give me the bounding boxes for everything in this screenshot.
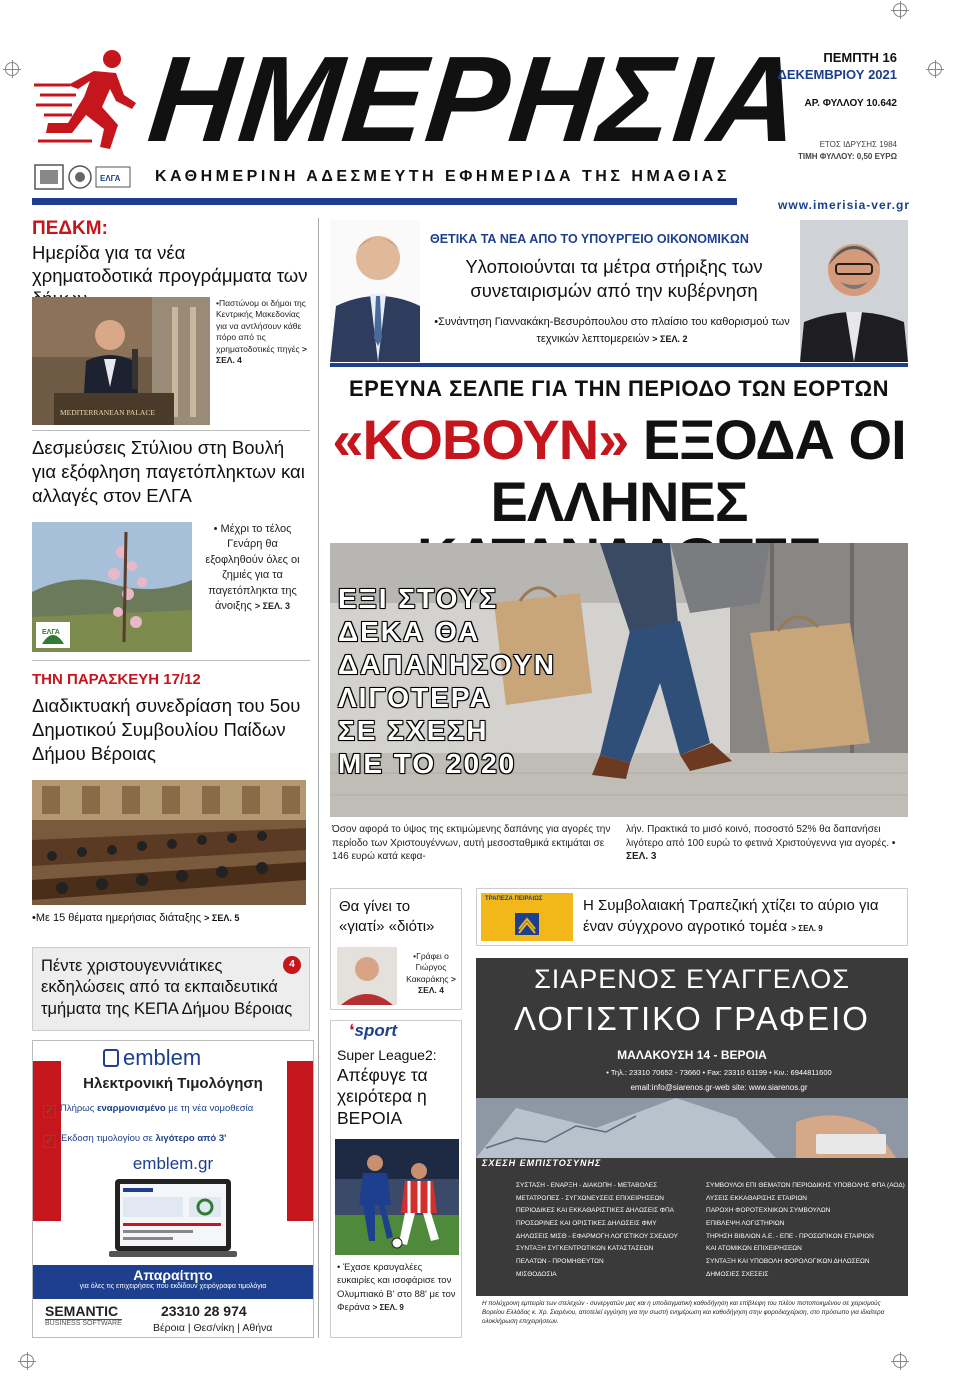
column-divider [318, 218, 319, 1338]
lead-body-right: λήν. Πρακτικά το μισό κοινό, ποσοστό 52% θα δαπανήσει λιγότερο από 100 ευρώ το φετινά Χριστούγεννα για αγορές. • ΣΕΛ. 3 [626, 824, 896, 862]
emblem-ad[interactable] [32, 1040, 314, 1338]
accounting-ad[interactable] [476, 958, 908, 1338]
story1-kicker: ΠΕΔΚΜ: [32, 218, 108, 239]
emblem-banner: Απαραίτητο για όλες τις επιχειρήσεις που εκδίδουν χειρόγραφα τιμολόγια [33, 1265, 313, 1299]
bank-page-ref[interactable]: > ΣΕΛ. 9 [791, 924, 823, 933]
bank-headline: Η Συμβολαιακή Τραπεζική χτίζει το αύριο για έναν σύγχρονο αγροτικό τομέα > ΣΕΛ. 9 [583, 897, 879, 935]
registration-mark-bottom-left [20, 1354, 34, 1368]
emblem-cities: Βέροια | Θεσ/νίκη | Αθήνα [153, 1322, 273, 1334]
story1-page-ref[interactable]: > ΣΕΛ. 4 [216, 343, 307, 366]
service-item: ΜΙΣΘΟΔΟΣΙΑ [516, 1270, 557, 1278]
sport-headline: Απέφυγε τα χειρότερα η ΒΕΡΟΙΑ [337, 1065, 428, 1128]
elga-logo: ΕΛΓΑ [42, 629, 60, 636]
checkbox-icon: ✓ [44, 1105, 55, 1117]
service-item: ΣΥΝΤΑΞΗ ΣΥΓΚΕΝΤΡΩΤΙΚΩΝ ΚΑΤΑΣΤΑΣΕΩΝ [516, 1245, 654, 1253]
service-item: ΠΕΡΙΟΔΙΚΕΣ ΚΑΙ ΕΚΚΑΘΑΡΙΣΤΙΚΕΣ ΔΗΛΩΣΕΙΣ ΦΠΑ [516, 1207, 675, 1215]
story1-photo [32, 297, 210, 425]
overlay-line: ΕΞΙ ΣΤΟΥΣ [338, 583, 499, 614]
top-story-headline[interactable]: Υλοποιούνται τα μέτρα στήριξης των συνεταιρισμών από την κυβέρνηση [465, 256, 763, 302]
story1-headline[interactable]: Ημερίδα για τα νέα χρηματοδοτικά προγράμματα των [32, 242, 308, 287]
service-item: ΠΑΡΟΧΗ ΦΟΡΟΤΕΧΝΙΚΩΝ ΣΥΜΒΟΥΛΩΝ [706, 1207, 831, 1215]
sport-bullet: • Έχασε κραυγαλέες ευκαιρίες και ισοφάρισε τον Ολυμπιακό Β' στο 88' με τον Φεράνα > ΣΕΛ. 9 [337, 1262, 456, 1313]
lead-page-ref[interactable]: • ΣΕΛ. 3 [626, 837, 896, 862]
service-item: ΕΠΙΒΛΕΨΗ ΛΟΓΙΣΤΗΡΙΩΝ [706, 1220, 785, 1228]
emblem-check2: ✓ Έκδοση τιμολογίου σε λιγότερο από 3' [44, 1133, 227, 1147]
columnist-photo [337, 947, 397, 1005]
emblem-check1: ✓ Πλήρως εναρμονισμένο με τη νέα νομοθεσία [44, 1103, 254, 1117]
emblem-logo: emblem [103, 1045, 201, 1071]
price: ΤΙΜΗ ΦΥΛΛΟΥ: 0,50 ΕΥΡΩ [797, 152, 897, 161]
top-story-photo-left [330, 220, 420, 362]
emblem-url[interactable]: emblem.gr [132, 1154, 214, 1173]
sport-box[interactable] [330, 1020, 462, 1338]
story1-bullet: •Παστώνομ οι δήμοι της Κεντρικής Μακεδονίας για να αντλήσουν κάθε πόρο από τις χρηματοδοτικές πηγές > ΣΕΛ. 4 [216, 298, 307, 366]
lead-headline-red: «ΚΟΒΟΥΝ» [332, 408, 629, 471]
issue-number: ΑΡ. ΦΥΛΛΟΥ 10.642 [804, 98, 897, 109]
top-story-underline [330, 363, 908, 367]
overlay-line: ΔΕΚΑ ΘΑ [338, 616, 481, 648]
service-item: ΛΥΣΕΙΣ ΕΚΚΑΘΑΡΙΣΗΣ ΕΤΑΙΡΙΩΝ [706, 1194, 807, 1202]
website-link[interactable]: www.imerisia-ver.gr [778, 198, 910, 212]
story3-page-ref[interactable]: > ΣΕΛ. 5 [204, 913, 240, 923]
top-story-bullet: •Συνάντηση Γιαννακάκη-Βεσυρόπουλου στο πλαίσιο του καθορισμού των τεχνικών λεπτομερειών > ΣΕΛ. 2 [434, 316, 790, 345]
opinion-byline: •Γράφει ο Γιώργος Κακαράκης > ΣΕΛ. 4 [406, 951, 456, 996]
registration-mark-bottom-right [893, 1354, 907, 1368]
issue-month: ΔΕΚΕΜΒΡΙΟΥ 2021 [777, 67, 897, 82]
emblem-icon [103, 1049, 119, 1067]
emblem-ad-title: Ηλεκτρονική Τιμολόγηση [83, 1075, 263, 1092]
runner-logo [32, 45, 142, 155]
top-story-kicker: ΘΕΤΙΚΑ ΤΑ ΝΕΑ ΑΠΟ ΤΟ ΥΠΟΥΡΓΕΙΟ ΟΙΚΟΝΟΜΙΚΩΝ [430, 232, 749, 246]
top-story-photo-right [800, 220, 908, 362]
sport-kicker: Super League2: [337, 1047, 437, 1063]
sport-page-ref[interactable]: > ΣΕΛ. 9 [372, 1302, 404, 1312]
accounting-photo [476, 1098, 908, 1158]
divider [32, 430, 310, 431]
story4-headline: Πέντε χριστουγεννιάτικες εκδηλώσεις από τα εκπαιδευτικά τμήματα της ΚΕΠΑ Δήμου Βέροιας [41, 957, 293, 1018]
divider [32, 660, 310, 661]
overlay-line: ΔΑΠΑΝΗΣΟΥΝ [338, 649, 556, 681]
accountant-name: ΣΙΑΡΕΝΟΣ ΕΥΑΓΓΕΛΟΣ [534, 964, 850, 994]
sport-label: ❛sport [349, 1021, 397, 1040]
emblem-phone[interactable]: 23310 28 974 [161, 1303, 247, 1319]
story3-kicker: ΤΗΝ ΠΑΡΑΣΚΕΥΗ 17/12 [32, 671, 201, 688]
story3-photo [32, 780, 306, 905]
lead-kicker: ΕΡΕΥΝΑ ΣΕΛΠΕ ΓΙΑ ΤΗΝ ΠΕΡΙΟΔΟ ΤΩΝ ΕΟΡΤΩΝ [349, 376, 889, 401]
registration-mark-right [928, 62, 942, 76]
story2-photo [32, 522, 192, 652]
overlay-line: ΣΕ ΣΧΕΣΗ [338, 715, 489, 747]
tagline: ΚΑΘΗΜΕΡΙΝΗ ΑΔΕΣΜΕΥΤΗ ΕΦΗΜΕΡΙΔΑ ΤΗΣ ΗΜΑΘΙΑΣ [155, 168, 730, 185]
bank-story[interactable] [476, 888, 908, 946]
accountant-title: ΛΟΓΙΣΤΙΚΟ ΓΡΑΦΕΙΟ [514, 1000, 870, 1037]
podium-sign: MEDITERRANEAN PALACE [60, 408, 155, 417]
services-right [706, 1180, 906, 1281]
story2-bullet: • Μέχρι το τέλος Γενάρη θα εξοφληθούν όλες οι ζημιές για τα παγετόπληκτα της άνοιξης > ΣΕΛ. 3 [205, 523, 300, 612]
story4-page-badge: 4 [283, 956, 301, 974]
service-item: ΣΥΣΤΑΣΗ - ΕΝΑΡΞΗ - ΔΙΑΚΟΠΗ - ΜΕΤΑΒΟΛΕΣ [516, 1182, 658, 1189]
service-item: ΠΕΛΑΤΩΝ - ΠΡΟΜΗΘΕΥΤΩΝ [516, 1258, 604, 1266]
founded-year: ΕΤΟΣ ΙΔΡΥΣΗΣ 1984 [819, 140, 897, 149]
accountant-email[interactable]: email:info@siarenos.gr-web site: www.siarenos.gr [630, 1083, 808, 1092]
story2-headline[interactable]: Δεσμεύσεις Στύλιου στη Βουλή για εξόφληση παγετόπληκτων και αλλαγές στον ΕΛΓΑ [32, 437, 305, 507]
sport-photo [335, 1139, 459, 1255]
issue-day: ΠΕΜΠΤΗ 16 [823, 50, 897, 65]
sport-swoosh-icon: ❛ [349, 1021, 355, 1040]
checkbox-icon: ✓ [44, 1135, 55, 1147]
overlay-line: ΛΙΓΟΤΕΡΑ [338, 682, 492, 714]
service-item: ΔΗΜΟΣΙΕΣ ΣΧΕΣΕΙΣ [706, 1270, 769, 1278]
services-left [516, 1180, 706, 1281]
lead-body-left: Όσον αφορά το ύψος της εκτιμώμενης δαπάνης για αγορές την περίοδο των Χριστουγέννων, αυτή μεσοσταθμικά εκτιμάται σε 146 ευρώ κατά κεφα- [332, 824, 611, 862]
masthead-rule [32, 198, 737, 205]
certification-logos [34, 163, 134, 191]
story3-headline[interactable]: Διαδικτυακή συνεδρίαση του 5ου Δημοτικού Συμβουλίου Παίδων Δήμου Βέροιας [32, 695, 301, 765]
accounting-footer: Η πολύχρονη εμπειρία των στελεχών - συνεργατών μας και η υποδειγματική καθοδήγηση και επίβλεψη του πλέον πιστοποιημένου σε χειρισμούς Βορείου Ελλάδας κ. Χρ. Σιαρένου, αποτελεί εγγύηση για την σωστή ενημέρωση και καθοδήγηση στην φοροδιαχείριση, στο πρόσωπο για ιδιαίτερα ολοκλήρωση επιχειρήσεων. [476, 1296, 908, 1338]
opinion-page-ref[interactable]: > ΣΕΛ. 4 [418, 973, 456, 996]
opinion-title: Θα γίνει το «γιατί» «διότι» [339, 898, 435, 936]
accountant-address: ΜΑΛΑΚΟΥΣΗ 14 - ΒΕΡΟΙΑ [617, 1048, 767, 1062]
semantic-logo: SEMANTIC BUSINESS SOFTWARE [45, 1303, 122, 1327]
overlay-line: ΜΕ ΤΟ 2020 [338, 748, 517, 780]
service-item: ΣΥΜΒΟΥΛΟΙ ΕΠΙ ΘΕΜΑΤΩΝ ΠΕΡΙΟΔΙΚΗΣ ΥΠΟΒΟΛΗΣ ΦΠΑ (ΑΟΔ) [706, 1182, 905, 1189]
trust-label: ΣΧΕΣΗ ΕΜΠΙΣΤΟΣΥΝΗΣ [482, 1158, 602, 1168]
top-story-page-ref[interactable]: > ΣΕΛ. 2 [652, 333, 688, 344]
newspaper-title: ΗΜΕΡΗΣΙΑ [142, 31, 808, 167]
registration-mark-top-right [893, 3, 907, 17]
accountant-phones: • Τηλ.: 23310 70652 - 73660 • Fax: 23310 61199 • Κιν.: 6944811600 [606, 1068, 832, 1077]
laptop-illustration [109, 1179, 237, 1261]
story2-page-ref[interactable]: > ΣΕΛ. 3 [254, 600, 290, 611]
svg-text:ΕΛΓΑ: ΕΛΓΑ [100, 174, 121, 183]
story4-box[interactable] [32, 947, 310, 1031]
story3-bullet: •Με 15 θέματα ημερήσιας διάταξης > ΣΕΛ. 5 [32, 912, 240, 924]
lead-headline-line1[interactable]: «ΚΟΒΟΥΝ» ΕΞΟΔΑ ΟΙ [332, 408, 906, 471]
service-item: ΠΡΟΣΩΡΙΝΕΣ ΚΑΙ ΟΡΙΣΤΙΚΕΣ ΔΗΛΩΣΕΙΣ ΦΜΥ [516, 1220, 657, 1228]
service-item: ΔΗΛΩΣΕΙΣ ΜΙΣΘ - ΕΦΑΡΜΟΓΗ ΛΟΓΙΣΤΙΚΟΥ ΣΧΕΔΙΟΥ [516, 1232, 678, 1240]
lead-overlay-text [338, 582, 556, 780]
service-item: ΤΗΡΗΣΗ ΒΙΒΛΙΩΝ Α.Ε. - ΕΠΕ - ΠΡΟΣΩΠΙΚΩΝ ΕΤΑΙΡΙΩΝ [706, 1232, 874, 1240]
lead-headline-line2[interactable]: ΕΛΛΗΝΕΣ [490, 470, 748, 533]
opinion-box[interactable] [330, 888, 462, 1010]
service-item: ΚΑΙ ΑΤΟΜΙΚΩΝ ΕΠΙΧΕΙΡΗΣΕΩΝ [706, 1245, 802, 1253]
service-item: ΜΕΤΑΤΡΟΠΕΣ - ΣΥΓΧΩΝΕΥΣΕΙΣ ΕΠΙΧΕΙΡΗΣΕΩΝ [516, 1194, 665, 1202]
service-item: ΣΥΝΤΑΞΗ ΚΑΙ ΥΠΟΒΟΛΗ ΦΟΡΟΛΟΓΙΚΩΝ ΔΗΛΩΣΕΩΝ [706, 1258, 870, 1266]
registration-mark-top-left [5, 62, 19, 76]
piraeus-bank-logo: ΤΡΑΠΕΖΑ ΠΕΙΡΑΙΩΣ [481, 893, 573, 941]
